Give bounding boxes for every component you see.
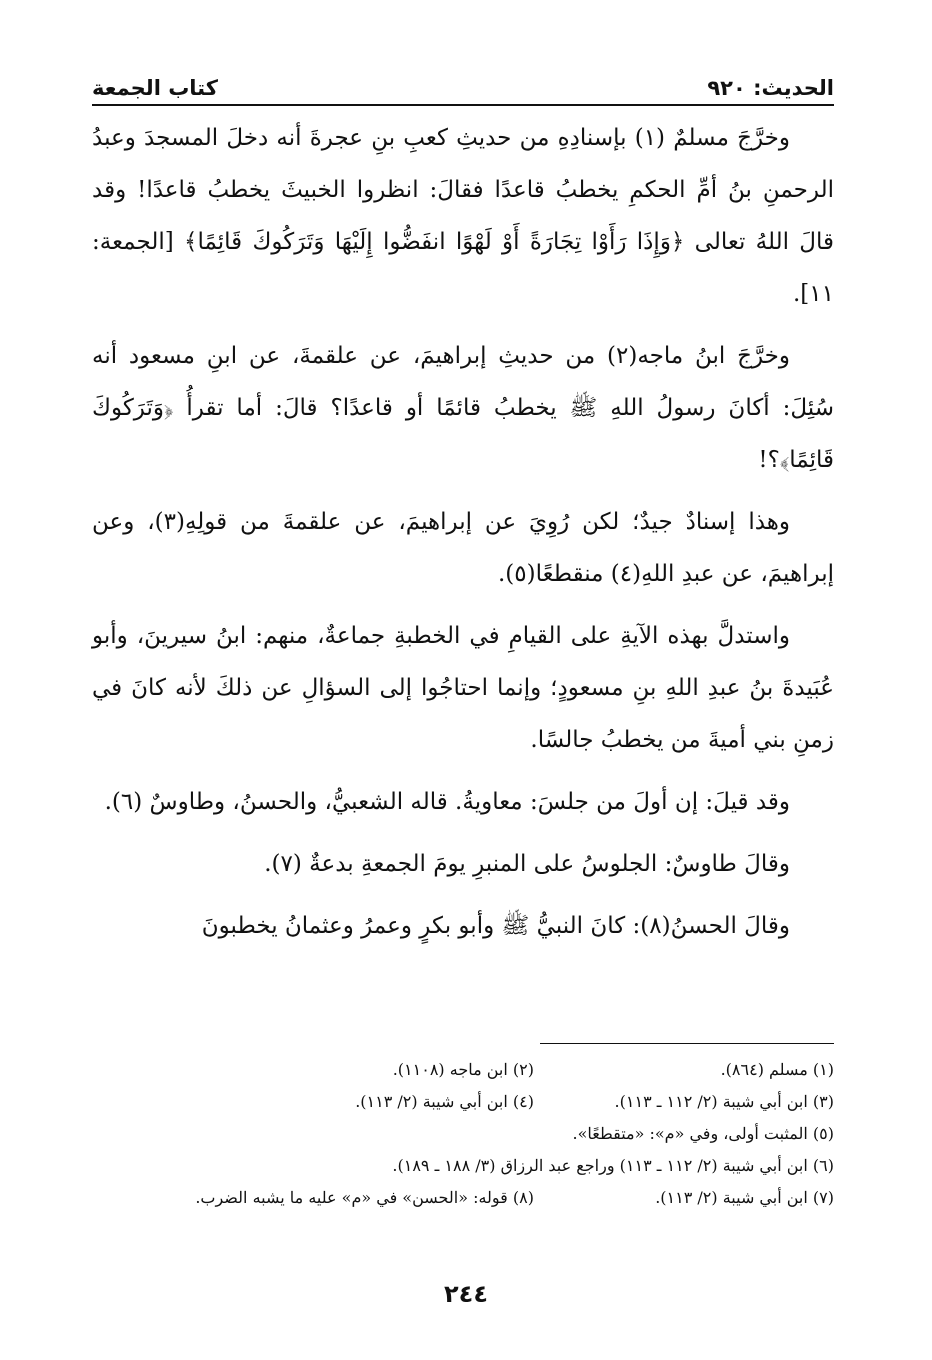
footnote-3: (٣) ابن أبي شيبة (٢/ ١١٢ ـ ١١٣).	[614, 1092, 834, 1111]
footnotes	[92, 1054, 834, 1214]
paragraph-6: وقالَ طاوسٌ: الجلوسُ على المنبرِ يومَ الجمعةِ بدعةٌ (٧).	[264, 851, 790, 877]
book-title: كتاب الجمعة	[92, 76, 218, 100]
paragraph-7: وقالَ الحسنُ(٨): كانَ النبيُّ ﷺ وأبو بكرٍ وعمرُ وعثمانُ يخطبونَ	[201, 913, 790, 939]
footnote-row	[92, 1118, 834, 1150]
hadith-number-label: الحديث: ٩٢٠	[707, 76, 834, 100]
running-header	[92, 64, 834, 100]
footnote-row	[92, 1150, 834, 1182]
footnote-5: (٥) المثبت أولى، وفي «م»: «متقطعًا».	[572, 1124, 834, 1143]
footnote-2: (٢) ابن ماجه (١١٠٨).	[392, 1060, 534, 1079]
paragraph-3: وهذا إسنادٌ جيدٌ؛ لكن رُوِيَ عن إبراهيمَ، عن علقمةَ من قولِهِ(٣)، وعن إبراهيمَ، عن عبدِ اللهِ(٤) منقطعًا(٥).	[92, 509, 834, 587]
footnote-8: (٨) قوله: «الحسن» في «م» عليه ما يشبه الضرب.	[195, 1188, 534, 1207]
footnote-4: (٤) ابن أبي شيبة (٢/ ١١٣).	[355, 1092, 534, 1111]
paragraph-1: وخرَّجَ مسلمٌ (١) بإسنادِهِ من حديثِ كعبِ بنِ عجرةَ أنه دخلَ المسجدَ وعبدُ الرحمنِ بنُ أمِّ الحكمِ يخطبُ قاعدًا فقالَ: انظروا الخبيثَ يخطبُ قاعدًا! وقد قالَ اللهُ تعالى ﴿وَإِذَا رَأَوْا تِجَارَةً أَوْ لَهْوًا انفَضُّوا إِلَيْهَا وَتَرَكُوكَ قَائِمًا﴾ [الجمعة: ١١].	[92, 125, 834, 307]
footnote-separator	[540, 1043, 834, 1044]
paragraph-5: وقد قيلَ: إن أولَ من جلسَ: معاويةُ. قاله الشعبيُّ، والحسنُ، وطاوسٌ (٦).	[104, 789, 790, 815]
footnote-row	[92, 1054, 834, 1086]
footnote-6: (٦) ابن أبي شيبة (٢/ ١١٢ ـ ١١٣) وراجع عبد الرزاق (٣/ ١٨٨ ـ ١٨٩).	[392, 1156, 834, 1175]
header-rule	[92, 104, 834, 106]
page-number: ٢٤٤	[444, 1280, 488, 1308]
paragraph-2: وخرَّجَ ابنُ ماجه(٢) من حديثِ إبراهيمَ، عن علقمةَ، عن ابنِ مسعود أنه سُئِلَ: أكانَ رسولُ اللهِ ﷺ يخطبُ قائمًا أو قاعدًا؟ قالَ: أما تقرأُ ﴿وَتَرَكُوكَ قَائِمًا﴾؟!	[92, 343, 834, 473]
footnote-row	[92, 1182, 834, 1214]
main-text	[92, 112, 834, 962]
footnote-1: (١) مسلم (٨٦٤).	[720, 1060, 834, 1079]
footnote-7: (٧) ابن أبي شيبة (٢/ ١١٣).	[655, 1188, 834, 1207]
footnote-row	[92, 1086, 834, 1118]
paragraph-4: واستدلَّ بهذه الآيةِ على القيامِ في الخطبةِ جماعةٌ، منهم: ابنُ سيرينَ، وأبو عُبَيدةَ بنُ عبدِ اللهِ بنِ مسعودٍ؛ وإنما احتاجُوا إلى السؤالِ عن ذلكَ لأنه كانَ في زمنِ بني أميةَ من يخطبُ جالسًا.	[92, 623, 834, 753]
